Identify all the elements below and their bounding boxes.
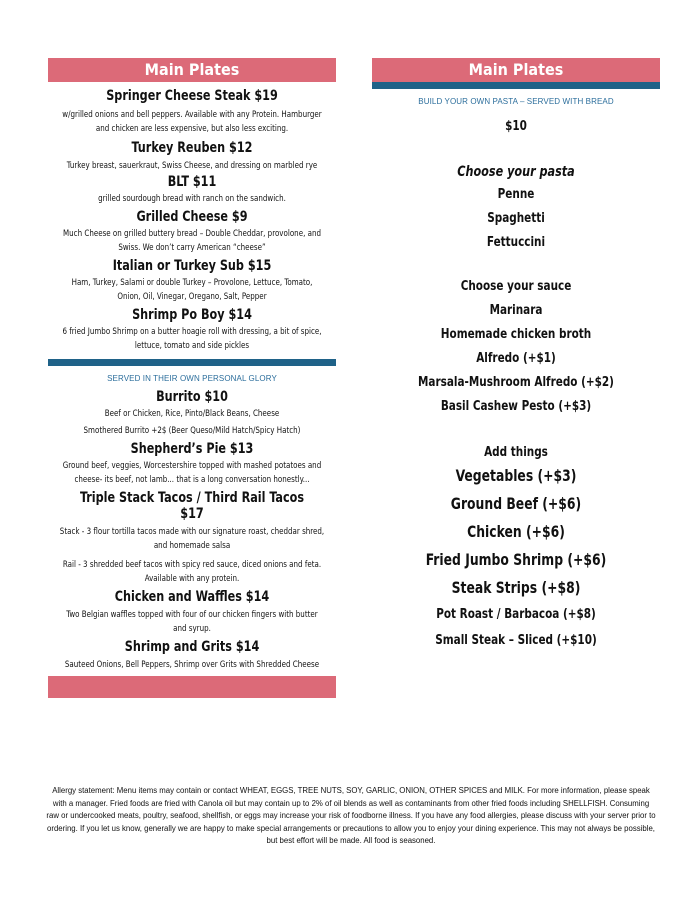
add-option: Steak Strips (+$8) <box>451 578 581 597</box>
item-title: Shrimp and Grits $14 <box>124 639 260 655</box>
add-option: Small Steak – Sliced (+$10) <box>435 632 597 648</box>
item-desc: Ground beef, veggies, Worcestershire topped with mashed potatoes and cheese- its beef, not lamb... that is a long conversation honestly... <box>62 461 322 485</box>
right-menu-column <box>372 58 660 648</box>
section-caption: SERVED IN THEIR OWN PERSONAL GLORY <box>107 374 277 383</box>
item-title: Turkey Reuben $12 <box>131 140 253 156</box>
item-title: Italian or Turkey Sub $15 <box>112 258 272 274</box>
item-desc: Ham, Turkey, Salami or double Turkey – Provolone, Lettuce, Tomato, Onion, Oil, Vinegar, Oregano, Salt, Pepper <box>71 278 313 302</box>
item-desc: Rail - 3 shredded beef tacos with spicy red sauce, diced onions and feta. Available with any protein. <box>62 560 322 584</box>
section-divider <box>48 359 336 366</box>
item-desc: Sauteed Onions, Bell Peppers, Shrimp over Grits with Shredded Cheese <box>64 660 320 670</box>
item-desc: Beef or Chicken, Rice, Pinto/Black Beans, Cheese <box>104 409 280 419</box>
header-divider <box>372 82 660 89</box>
item-desc: Stack - 3 flour tortilla tacos made with our signature roast, cheddar shred, and homemade salsa <box>59 527 325 551</box>
add-option: Chicken (+$6) <box>467 522 565 541</box>
item-title: Springer Cheese Steak $19 <box>106 88 278 104</box>
pasta-option: Penne <box>497 186 535 202</box>
item-desc: Two Belgian waffles topped with four of our chicken fingers with butter and syrup. <box>66 610 318 634</box>
section-caption: BUILD YOUR OWN PASTA – SERVED WITH BREAD <box>418 97 614 106</box>
left-menu-column <box>48 58 336 698</box>
item-desc: grilled sourdough bread with ranch on the sandwich. <box>98 194 286 204</box>
bottom-banner <box>48 676 336 698</box>
right-header-banner: Main Plates <box>372 58 660 82</box>
item-title: Shepherd’s Pie $13 <box>130 441 254 457</box>
item-desc: Smothered Burrito +2$ (Beer Queso/Mild Hatch/Spicy Hatch) <box>83 426 301 436</box>
item-title: Grilled Cheese $9 <box>136 209 248 225</box>
item-title: Chicken and Waffles $14 <box>114 589 270 605</box>
sauce-option: Basil Cashew Pesto (+$3) <box>440 398 592 414</box>
add-option: Pot Roast / Barbacoa (+$8) <box>436 606 596 622</box>
add-option: Fried Jumbo Shrimp (+$6) <box>425 550 607 569</box>
item-title: Shrimp Po Boy $14 <box>132 307 252 323</box>
item-title: BLT $11 <box>167 174 217 190</box>
pasta-option: Fettuccini <box>486 234 546 250</box>
item-title: Triple Stack Tacos / Third Rail Tacos $17 <box>79 490 305 522</box>
item-desc: Much Cheese on grilled buttery bread – Double Cheddar, provolone, and Swiss. We don’t carry American “cheese” <box>63 229 321 253</box>
add-heading: Add things <box>484 444 548 460</box>
add-option: Vegetables (+$3) <box>455 466 577 485</box>
item-title: Burrito $10 <box>156 389 228 405</box>
pasta-heading: Choose your pasta <box>457 164 575 180</box>
sauce-option: Homemade chicken broth <box>440 326 592 342</box>
sauce-option: Alfredo (+$1) <box>476 350 556 366</box>
pasta-price: $10 <box>505 118 527 134</box>
sauce-heading: Choose your sauce <box>460 278 572 294</box>
item-desc: w/grilled onions and bell peppers. Available with any Protein. Hamburger and chicken are less expensive, but also less exciting. <box>62 110 322 134</box>
pasta-option: Spaghetti <box>487 210 545 226</box>
sauce-option: Marinara <box>489 302 543 318</box>
item-desc: 6 fried Jumbo Shrimp on a butter hoagie roll with dressing, a bit of spice, lettuce, tomato and side pickles <box>62 327 322 351</box>
sauce-option: Marsala-Mushroom Alfredo (+$2) <box>418 374 614 390</box>
item-desc: Turkey breast, sauerkraut, Swiss Cheese, and dressing on marbled rye <box>66 161 318 171</box>
allergy-statement: Allergy statement: Menu items may contain or contact WHEAT, EGGS, TREE NUTS, SOY, GARLIC, ONION, OTHER SPICES and MILK. For more information, please speak with a manager. Fried foods are fried with Canola oil but may contain up to 2% of oil blends as well as contaminants from other fried foods including SHELLFISH. Consuming raw or undercooked meats, poultry, seafood, shellfish, or eggs may increase your risk of foodborne illness. If you have any food allergies, please discuss with your server prior to ordering. If you let us know, generally we are happy to make special arrangements or precautions to allow you to enjoy your dining experience. This may not always be possible, but best effort will be made. All food is seasoned. <box>46 786 656 845</box>
add-option: Ground Beef (+$6) <box>450 494 582 513</box>
left-header-banner: Main Plates <box>48 58 336 82</box>
